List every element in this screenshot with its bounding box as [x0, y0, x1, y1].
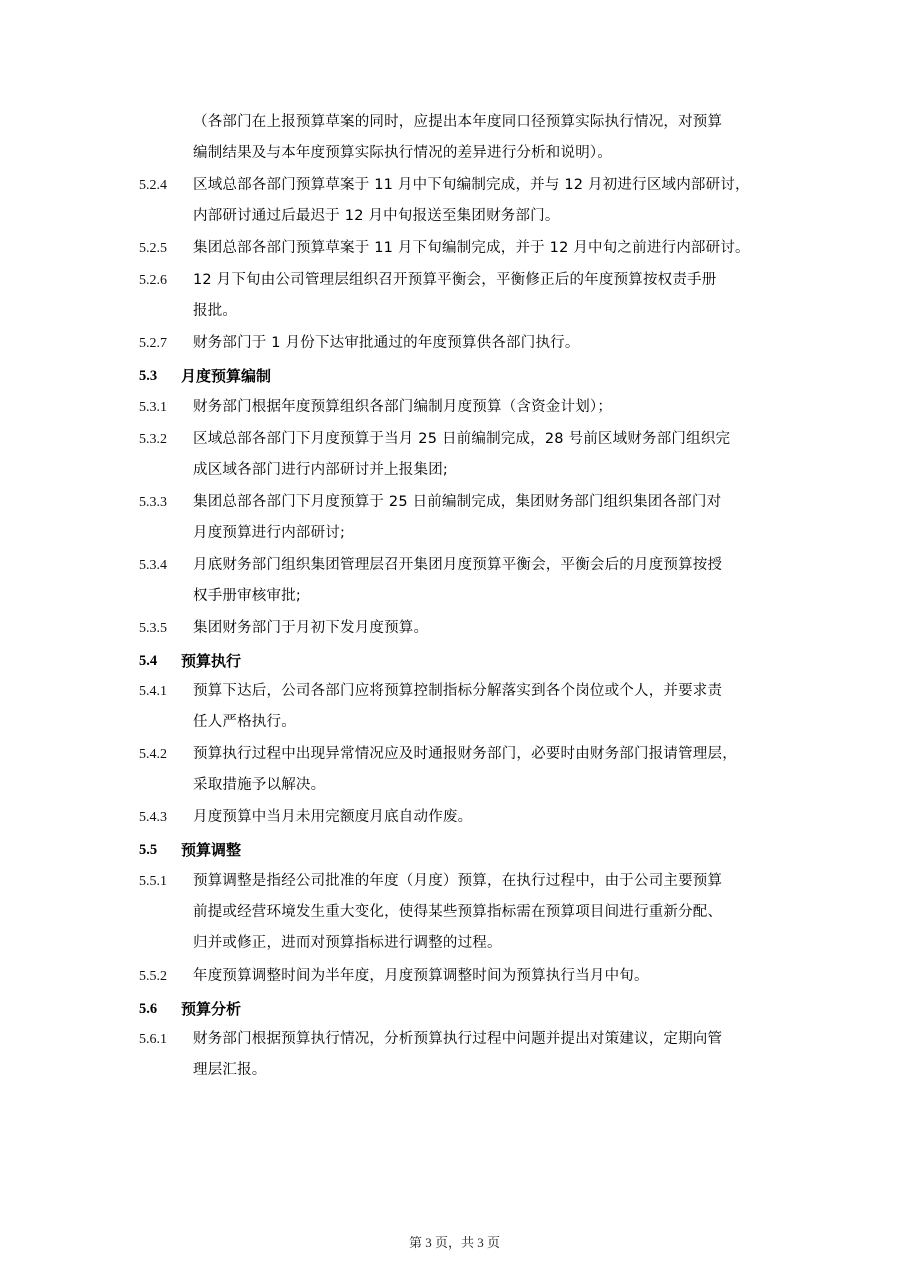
text-line: 报批。	[193, 303, 238, 319]
text-line: 月底财务部门组织集团管理层召开集团月度预算平衡会，平衡会后的月度预算按授	[193, 557, 723, 573]
text-line: 编制结果及与本年度预算实际执行情况的差异进行分析和说明）。	[193, 145, 613, 161]
text-line: 月度预算进行内部研讨;	[193, 525, 346, 541]
text-line: 财务部门根据年度预算组织各部门编制月度预算（含资金计划）；	[193, 399, 613, 415]
text-line: 财务部门根据预算执行情况，分析预算执行过程中问题并提出对策建议，定期向管	[193, 1031, 723, 1047]
text-line: 内部研讨通过后最迟于 12 月中旬报送至集团财务部门。	[193, 208, 560, 224]
clause-number: 5.4.3	[139, 810, 167, 825]
text-line: 年度预算调整时间为半年度，月度预算调整时间为预算执行当月中旬。	[193, 968, 649, 984]
clause-number: 5.2.4	[139, 178, 167, 193]
clause-number: 5.3.1	[139, 400, 167, 415]
section-title: 预算执行	[181, 652, 242, 670]
text-line: 集团总部各部门预算草案于 11 月下旬编制完成，并于 12 月中旬之前进行内部研讨。	[193, 240, 750, 256]
text-line: 区域总部各部门下月度预算于当月 25 日前编制完成，28 号前区域财务部门组织完	[193, 431, 731, 447]
clause-number: 5.2.7	[139, 336, 167, 351]
text-line: 归并或修正，进而对预算指标进行调整的过程。	[193, 935, 502, 951]
clause-number: 5.3.3	[139, 495, 167, 510]
clause-number: 5.2.5	[139, 241, 167, 256]
text-line: 预算下达后，公司各部门应将预算控制指标分解落实到各个岗位或个人，并要求责	[193, 683, 723, 699]
section-number: 5.3	[139, 368, 158, 384]
text-line: 集团总部各部门下月度预算于 25 日前编制完成，集团财务部门组织集团各部门对	[193, 494, 722, 510]
text-line: 财务部门于 1 月份下达审批通过的年度预算供各部门执行。	[193, 335, 580, 351]
text-line: （各部门在上报预算草案的同时，应提出本年度同口径预算实际执行情况，对预算	[193, 114, 723, 130]
text-line: 权手册审核审批;	[193, 588, 301, 604]
section-number: 5.6	[139, 1001, 158, 1017]
text-line: 12 月下旬由公司管理层组织召开预算平衡会，平衡修正后的年度预算按权责手册	[193, 272, 717, 288]
text-line: 区域总部各部门预算草案于 11 月中下旬编制完成，并与 12 月初进行区域内部研讨，	[193, 177, 750, 193]
section-title: 月度预算编制	[181, 367, 272, 385]
clause-number: 5.3.4	[139, 558, 167, 573]
text-line: 成区域各部门进行内部研讨并上报集团;	[193, 462, 448, 478]
clause-number: 5.2.6	[139, 273, 167, 288]
clause-number: 5.4.1	[139, 684, 167, 699]
text-line: 采取措施予以解决。	[193, 777, 326, 793]
text-line: 集团财务部门于月初下发月度预算。	[193, 620, 429, 636]
text-line: 月度预算中当月未用完额度月底自动作废。	[193, 809, 473, 825]
clause-number: 5.6.1	[139, 1032, 167, 1047]
clause-number: 5.5.2	[139, 969, 167, 984]
clause-number: 5.3.2	[139, 432, 167, 447]
section-title: 预算分析	[181, 1000, 242, 1018]
section-title: 预算调整	[181, 841, 242, 859]
clause-number: 5.5.1	[139, 874, 167, 889]
section-number: 5.5	[139, 842, 158, 858]
section-number: 5.4	[139, 653, 158, 669]
page-footer: 第 3 页，共 3 页	[408, 1235, 500, 1250]
text-line: 预算执行过程中出现异常情况应及时通报财务部门，必要时由财务部门报请管理层，	[193, 746, 737, 762]
text-line: 预算调整是指经公司批准的年度（月度）预算，在执行过程中，由于公司主要预算	[193, 873, 723, 889]
text-line: 理层汇报。	[193, 1062, 267, 1078]
clause-number: 5.4.2	[139, 747, 167, 762]
clause-number: 5.3.5	[139, 621, 167, 636]
text-line: 任人严格执行。	[193, 714, 296, 730]
text-line: 前提或经营环境发生重大变化，使得某些预算指标需在预算项目间进行重新分配、	[193, 904, 723, 920]
